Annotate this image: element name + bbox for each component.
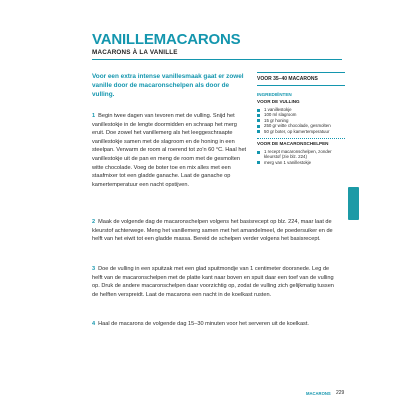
sidebar-top-divider [257,72,345,73]
step-2 [92,218,340,244]
step-3 [92,265,340,299]
ingredient-item: 250 gr witte chocolade, gesmolten [257,123,345,128]
step-4 [92,320,340,329]
step-text: Haal de macarons de volgende dag 15–30 minuten voor het serveren uit de koelkast. [98,321,309,327]
step-text: Begin twee dagen van tevoren met de vulling. Snijd het vanillestokje in de lengte doormidden en schraap het merg eruit. Doe zowel het vanillemerg als het leeggeschraapte vanillestokje samen met de slagroom en de honing in een steelpan. Verwarm de room al roerend tot zo'n 60 °C. Haal het vanillestokje uit de pan en meng de room met de gesmolten witte chocolade. Voeg de boter toe en mix alles met een staafmixer tot een gladde ganache. Laat de ganache op kamertemperatuur een nacht opstijven. [92,113,247,188]
recipe-title: VANILLEMACARONS [92,31,241,48]
step-text: Maak de volgende dag de macaronschelpen volgens het basisrecept op blz. 224, maar laat de kleurstof achterwege. Meng het vanillemerg samen met het amandelmeel, de poedersuiker en de helft van het eiwit tot een gladde massa. Bereid de schelpen verder volgens het basisrecept. [92,219,333,243]
title-divider [92,59,342,60]
step-text: Doe de vulling in een spuitzak met een glad spuitmondje van 1 centimeter doorsnede. Leg de helft van de macaronschelpen met de platte kant naar boven en spuit daar een toef van de vulling op. Druk de andere macaronschelpen daar voorzichtig op, zodat de vulling zich gelijkmatig tussen de helften verspreidt. Laat de macarons een nacht in de koelkast rusten. [92,266,334,298]
yield-label: VOOR 35–40 MACARONS [257,76,318,82]
ingredients-heading: INGREDIËNTEN [257,92,292,97]
shells-heading: VOOR DE MACARONSCHELPEN [257,141,329,147]
recipe-subtitle: MACARONS À LA VANILLE [92,49,178,56]
filling-list [257,107,345,134]
ingredient-item: 50 gr boter, op kamertemperatuur [257,129,345,134]
footer-section-label: MACARONS [306,391,331,396]
sidebar-divider [257,85,345,86]
step-number: 4 [92,321,96,327]
chapter-tab [348,187,359,220]
page-number: 229 [336,390,345,396]
step-number: 1 [92,113,96,119]
ingredient-item: 15 gr honing [257,118,345,123]
ingredient-item: merg van 1 vanillestokje [257,160,345,165]
ingredient-item: 1 recept macaronschelpen, zonder kleurstof (zie blz. 224) [257,149,345,160]
recipe-intro: Voor een extra intense vanillesmaak gaat er zowel vanille door de macaronschelpen als door de vulling. [92,73,244,99]
step-number: 3 [92,266,96,272]
shells-list [257,149,345,165]
sidebar-dotted-divider [257,138,345,139]
step-1 [92,112,247,189]
step-number: 2 [92,219,96,225]
filling-heading: VOOR DE VULLING [257,99,300,104]
ingredient-item: 1 vanillestokje [257,107,345,112]
ingredient-item: 100 ml slagroom [257,112,345,117]
ingredients-sidebar [257,72,345,165]
